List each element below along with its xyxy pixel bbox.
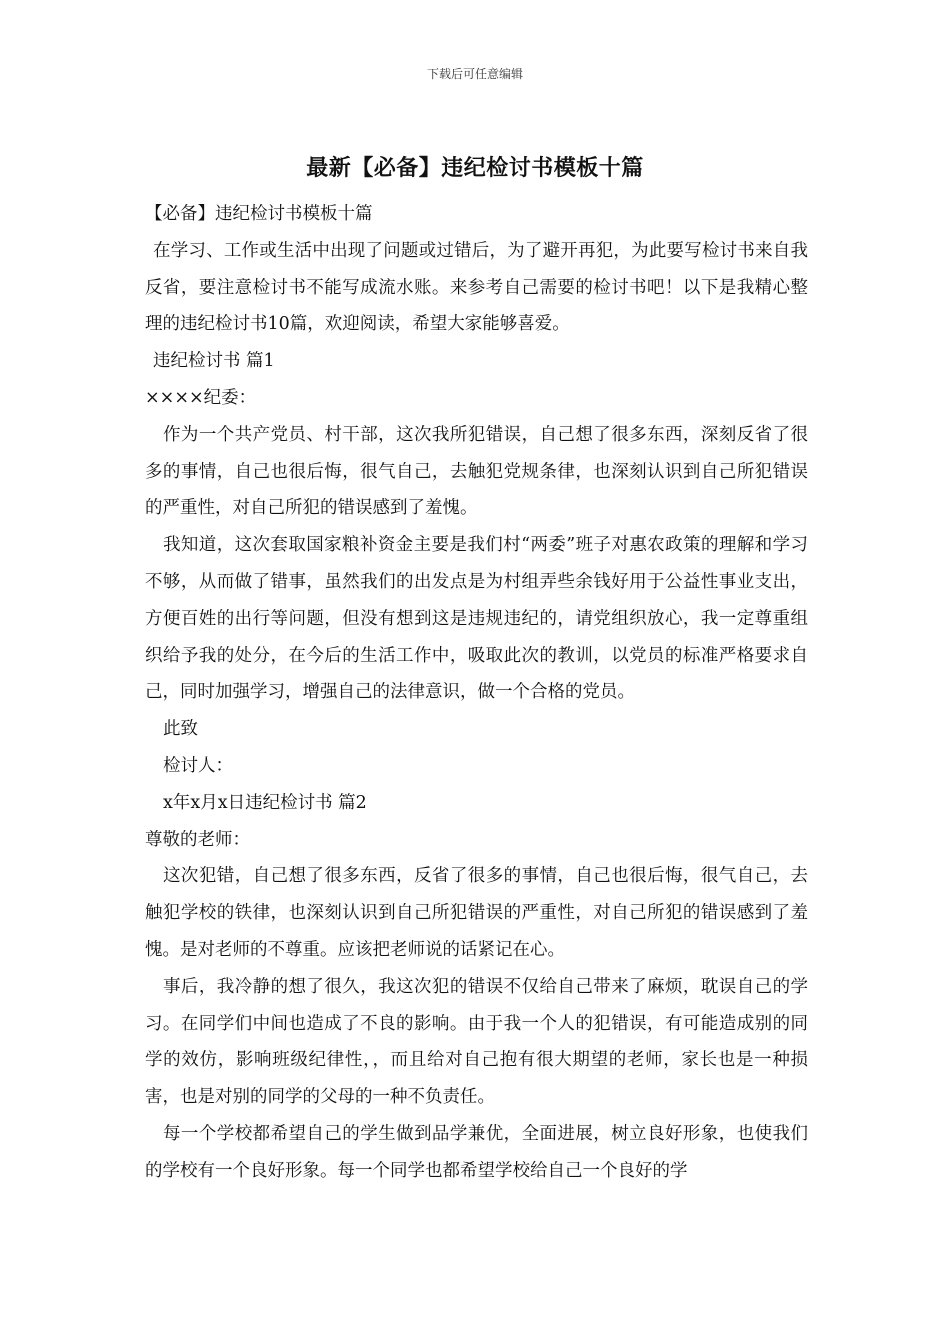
signature-line: 检讨人： bbox=[163, 755, 233, 776]
intro-paragraph: 在学习、工作或生活中出现了问题或过错后，为了避开再犯，为此要写检讨书来自我反省，要注意检讨书不能写成流水账。来参考自己需要的检讨书吧！以下是我精心整理的违纪检讨书10篇，欢迎阅读，希望大家能够喜爱。 bbox=[145, 240, 808, 335]
body-paragraph: 我知道，这次套取国家粮补资金主要是我们村“两委”班子对惠农政策的理解和学习不够，从而做了错事，虽然我们的出发点是为村组弄些余钱好用于公益性事业支出，方便百姓的出行等问题，但没有想到这是违规违纪的，请党组织放心，我一定尊重组织给予我的处分，在今后的生活工作中，吸取此次的教训，以党员的标准严格要求自己，同时加强学习，增强自己的法律意识，做一个合格的党员。 bbox=[145, 535, 808, 703]
date-and-section-heading-2: x年x月x日违纪检讨书 篇2 bbox=[163, 792, 367, 813]
page-header-note: 下载后可任意编辑 bbox=[426, 67, 523, 81]
subtitle-paragraph: 【必备】违纪检讨书模板十篇 bbox=[145, 204, 373, 224]
body-paragraph: 这次犯错，自己想了很多东西，反省了很多的事情，自己也很后悔，很气自己，去触犯学校的铁律，也深刻认识到自己所犯错误的严重性，对自己所犯的错误感到了羞愧。是对老师的不尊重。应该把老师说的话紧记在心。 bbox=[145, 866, 808, 960]
body-paragraph: 作为一个共产党员、村干部，这次我所犯错误，自己想了很多东西，深刻反省了很多的事情，自己也很后悔，很气自己，去触犯党规条律，也深刻认识到自己所犯错误的严重性，对自己所犯的错误感到了羞愧。 bbox=[145, 424, 808, 519]
closing-line: 此致 bbox=[163, 719, 198, 740]
body-paragraph: 每一个学校都希望自己的学生做到品学兼优，全面进展，树立良好形象，也使我们的学校有一个良好形象。每一个同学也都希望学校给自己一个良好的学 bbox=[145, 1123, 808, 1181]
document-title: 最新【必备】违纪检讨书模板十篇 bbox=[306, 155, 644, 181]
body-paragraph: 事后，我冷静的想了很久，我这次犯的错误不仅给自己带来了麻烦，耽误自己的学习。在同学们中间也造成了不良的影响。由于我一个人的犯错误，有可能造成别的同学的效仿，影响班级纪律性，，而且给对自己抱有很大期望的老师，家长也是一种损害，也是对别的同学的父母的一种不负责任。 bbox=[145, 976, 808, 1108]
salutation-1: ××××纪委： bbox=[145, 387, 257, 408]
salutation-2: 尊敬的老师： bbox=[145, 829, 250, 850]
document-body bbox=[145, 196, 808, 1190]
section-heading-1: 违纪检讨书 篇1 bbox=[153, 351, 275, 372]
